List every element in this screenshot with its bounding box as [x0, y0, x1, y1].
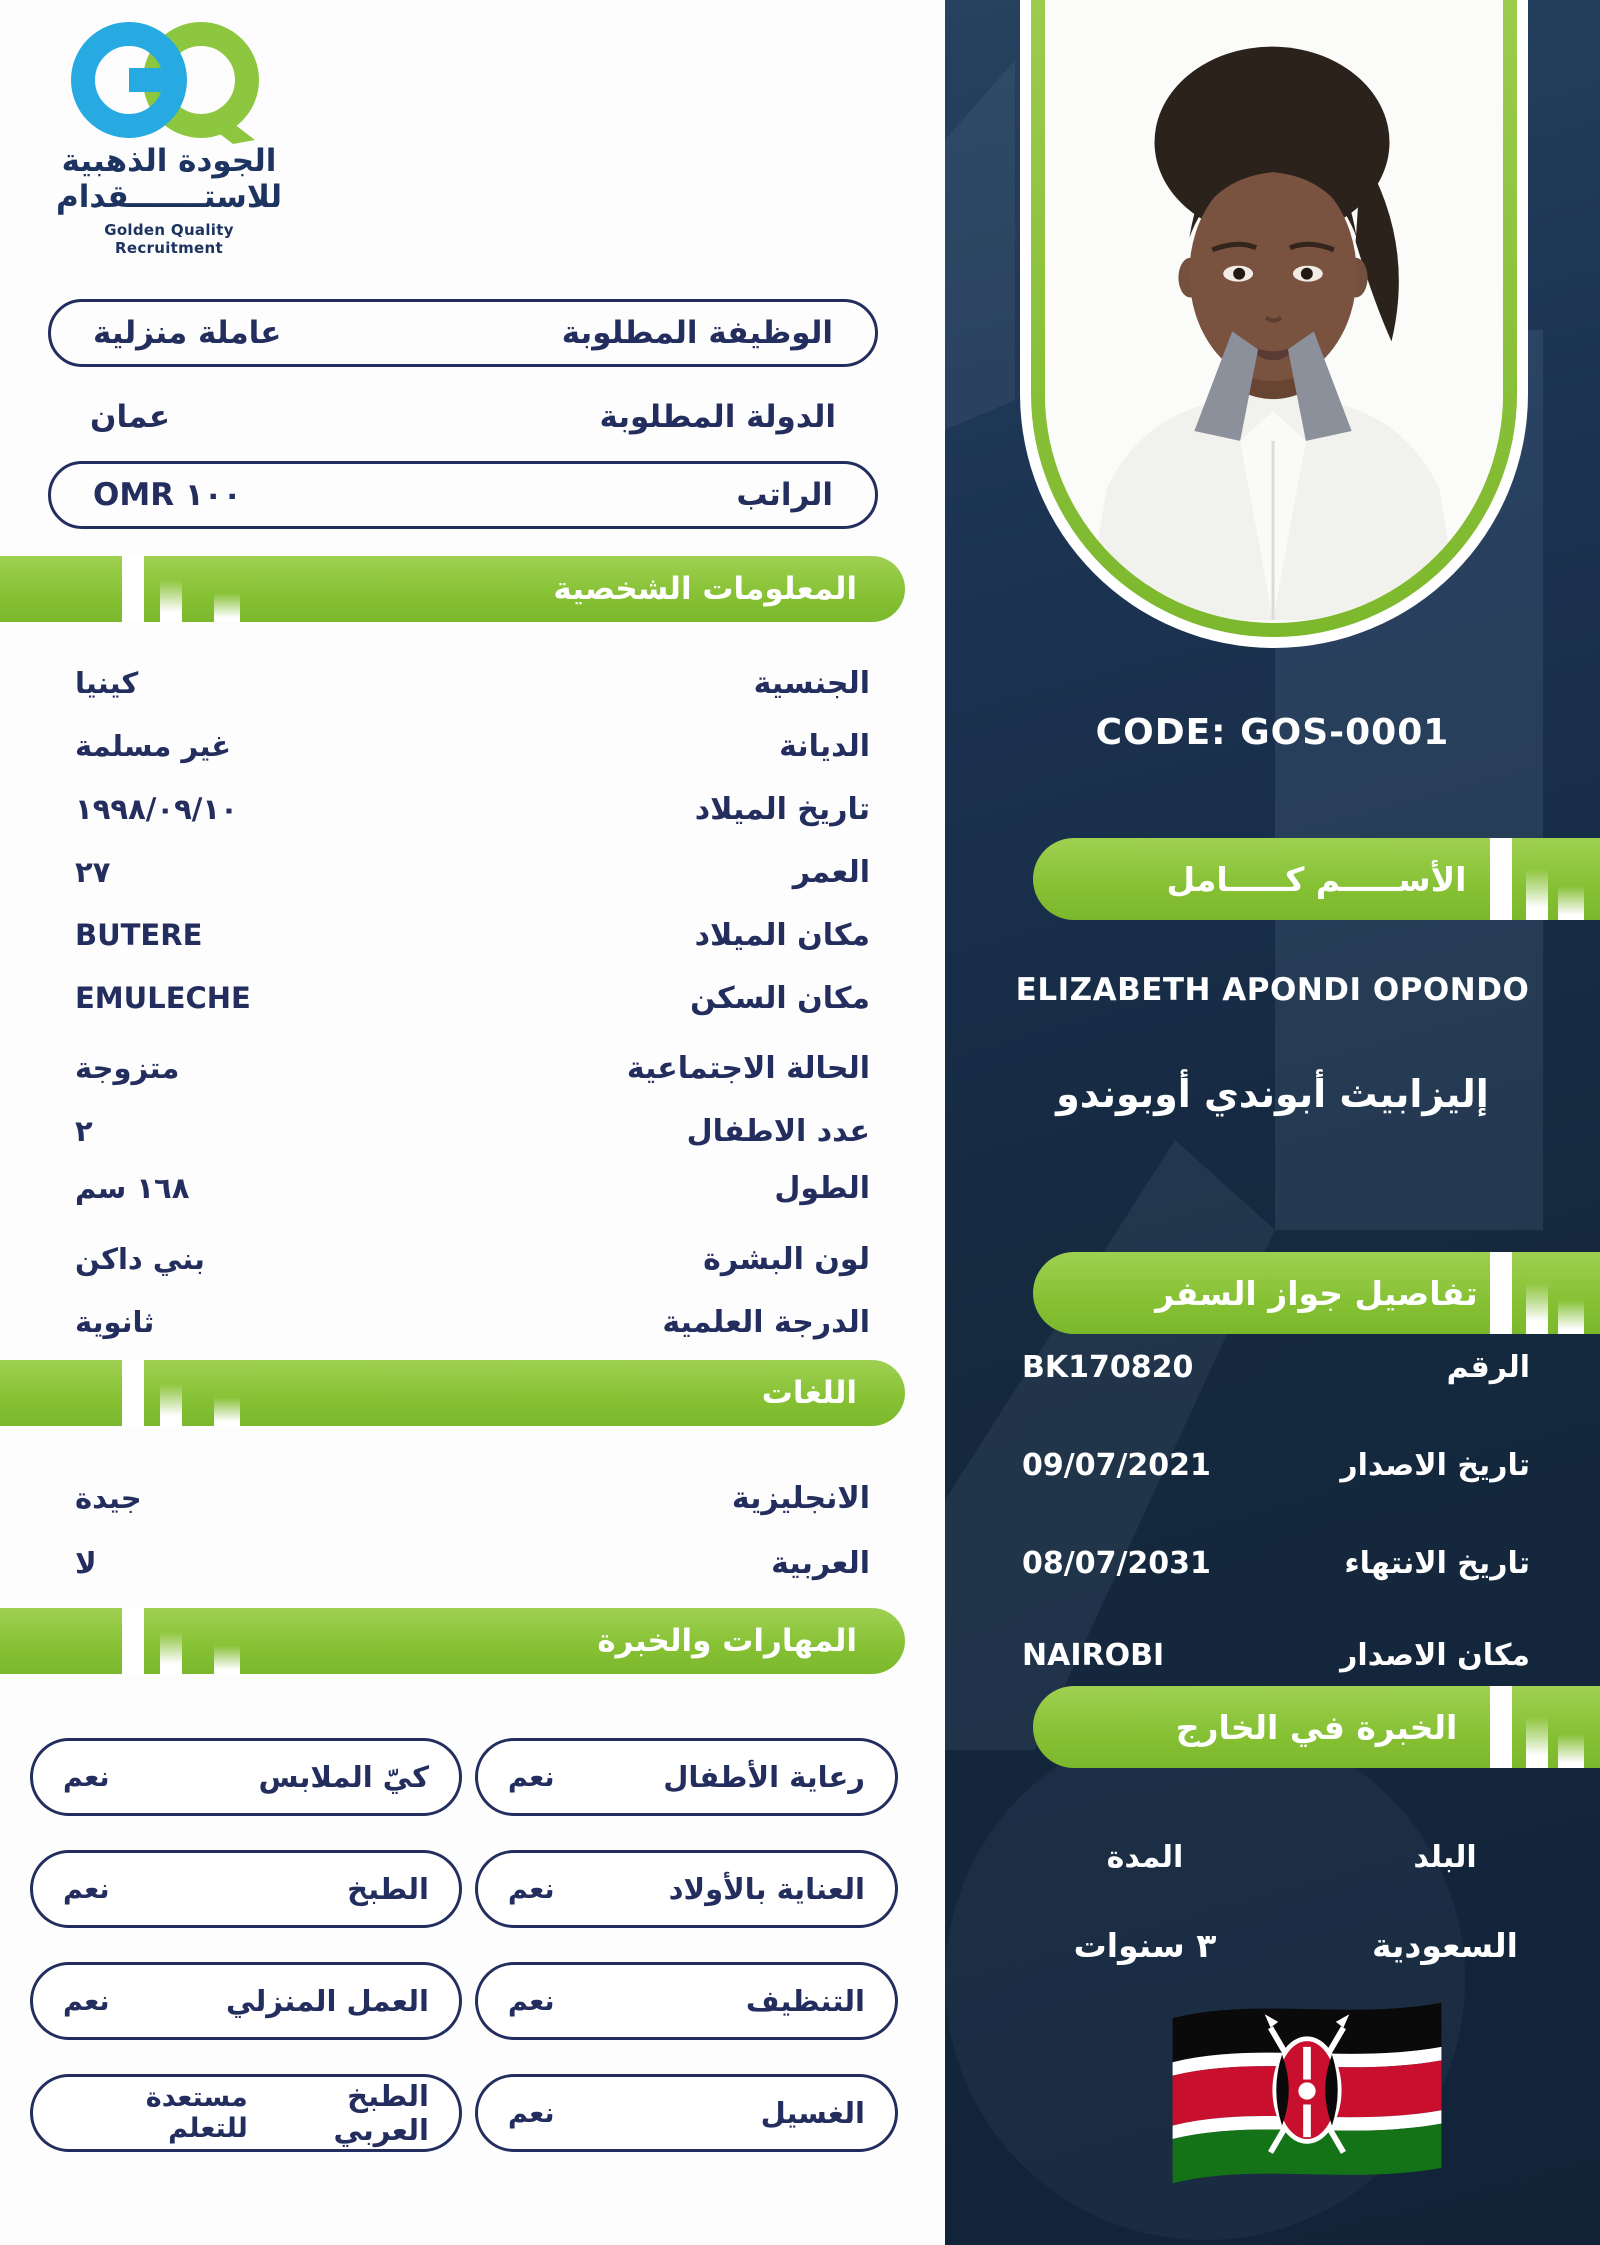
skill-label: الطبخ العربي	[333, 2079, 429, 2147]
gq-logo-icon	[63, 16, 275, 144]
field-value: NAIROBI	[1022, 1637, 1165, 1673]
field-label: الرقم	[1446, 1349, 1530, 1385]
skill-value: نعم	[63, 1761, 110, 1793]
skill-pill	[475, 1962, 898, 2040]
passport-row	[1022, 1633, 1530, 1677]
skill-pill	[30, 1962, 462, 2040]
skill-pill	[30, 1850, 462, 1928]
field-value: ١٦٨ سم	[75, 1171, 190, 1205]
applicant-name-en: ELIZABETH APONDI OPONDO	[1015, 972, 1530, 1008]
section-bar-skills	[0, 1608, 905, 1674]
skill-pill	[475, 1850, 898, 1928]
skill-value: نعم	[63, 1873, 110, 1905]
field-label: تاريخ الميلاد	[694, 791, 870, 827]
section-title: المعلومات الشخصية	[553, 571, 857, 607]
field-label: العمر	[792, 854, 870, 890]
field-label: تاريخ الانتهاء	[1344, 1545, 1530, 1581]
field-label: تاريخ الاصدار	[1340, 1447, 1530, 1483]
section-title: اللغات	[761, 1375, 857, 1411]
skill-value: نعم	[508, 1873, 555, 1905]
section-bar-full-name	[1033, 838, 1600, 920]
field-value: EMULECHE	[75, 981, 251, 1015]
request-row	[48, 299, 878, 367]
field-value: عمان	[90, 399, 171, 435]
applicant-photo	[1045, 0, 1503, 623]
passport-row	[1022, 1541, 1530, 1585]
skill-value: مستعدة للتعلم	[145, 2082, 248, 2144]
experience-duration-value: ٣ سنوات	[1073, 1926, 1217, 1965]
field-row	[75, 977, 870, 1019]
skill-label: العمل المنزلي	[226, 1984, 429, 2018]
skill-label: التنظيف	[745, 1984, 865, 2018]
skill-pill	[30, 2074, 462, 2152]
field-value: ثانوية	[75, 1305, 155, 1339]
field-row	[75, 1047, 870, 1089]
field-row	[75, 1542, 870, 1584]
field-value: غير مسلمة	[75, 729, 232, 763]
passport-row	[1022, 1443, 1530, 1487]
experience-duration-header: المدة	[1106, 1840, 1184, 1875]
field-row	[75, 1477, 870, 1519]
skill-label: رعاية الأطفال	[663, 1760, 865, 1794]
field-label: الراتب	[736, 477, 833, 513]
field-row	[75, 1301, 870, 1343]
field-value: ٢٧	[75, 855, 111, 889]
field-label: مكان الاصدار	[1340, 1637, 1530, 1673]
skill-value: نعم	[508, 1761, 555, 1793]
field-label: عدد الاطفال	[686, 1113, 870, 1149]
skill-label: الطبخ	[347, 1872, 429, 1906]
field-label: الطول	[774, 1170, 870, 1206]
section-bar-languages	[0, 1360, 905, 1426]
right-panel	[945, 0, 1600, 2245]
section-bar-experience	[1033, 1686, 1600, 1768]
experience-country-value: السعودية	[1372, 1926, 1518, 1965]
field-row	[75, 914, 870, 956]
applicant-portrait-illustration	[1045, 0, 1503, 623]
field-label: الحالة الاجتماعية	[626, 1050, 870, 1086]
field-value: 09/07/2021	[1022, 1447, 1211, 1483]
kenya-flag-icon	[1163, 1988, 1451, 2196]
field-value: بني داكن	[75, 1242, 205, 1276]
request-row	[48, 461, 878, 529]
field-row	[75, 1110, 870, 1152]
skill-value: نعم	[63, 1985, 110, 2017]
section-title: الأســـــم كـــــامل	[1166, 859, 1467, 899]
field-value: ٢	[75, 1114, 93, 1148]
field-value: جيدة	[75, 1481, 142, 1515]
field-row	[75, 851, 870, 893]
section-title: الخبرة في الخارج	[1175, 1707, 1458, 1747]
field-value: BUTERE	[75, 918, 203, 952]
section-bar-personal-info	[0, 556, 905, 622]
field-value: BK170820	[1022, 1349, 1194, 1385]
field-row	[75, 788, 870, 830]
photo-frame-green-ring	[1031, 0, 1517, 637]
field-value: OMR ١٠٠	[93, 477, 242, 513]
section-title: المهارات والخبرة	[597, 1623, 857, 1659]
request-row	[48, 383, 878, 451]
section-title: تفاصيل جواز السفر	[1155, 1273, 1478, 1313]
field-label: الوظيفة المطلوبة	[561, 315, 833, 351]
field-value: عاملة منزلية	[93, 315, 282, 351]
skill-value: نعم	[508, 2097, 555, 2129]
photo-frame	[1020, 0, 1528, 648]
field-label: لون البشرة	[703, 1241, 870, 1277]
field-row	[75, 725, 870, 767]
skill-label: الغسيل	[760, 2096, 865, 2130]
field-label: الانجليزية	[731, 1480, 870, 1516]
skill-pill	[475, 2074, 898, 2152]
brand-name-ar-line2: للاستـــــــقدام	[55, 178, 283, 215]
field-value: لا	[75, 1546, 97, 1580]
field-label: مكان الميلاد	[694, 917, 870, 953]
field-label: الدرجة العلمية	[662, 1304, 870, 1340]
field-label: العربية	[771, 1545, 870, 1581]
experience-country-header: البلد	[1413, 1840, 1477, 1875]
field-label: الديانة	[779, 728, 870, 764]
field-label: الدولة المطلوبة	[599, 399, 836, 435]
skill-label: العناية بالأولاد	[668, 1872, 865, 1906]
skill-pill	[30, 1738, 462, 1816]
field-value: متزوجة	[75, 1051, 180, 1085]
field-row	[75, 662, 870, 704]
field-row	[75, 1238, 870, 1280]
skill-pill	[475, 1738, 898, 1816]
applicant-code: CODE: GOS-0001	[1095, 712, 1450, 753]
applicant-name-ar: إليزابيث أبوندي أوبوندو	[1056, 1072, 1489, 1116]
brand-name-en: Golden Quality Recruitment	[104, 221, 234, 258]
brand-name-ar-line1: الجودة الذهبية	[61, 143, 277, 179]
section-bar-passport	[1033, 1252, 1600, 1334]
field-value: 08/07/2031	[1022, 1545, 1211, 1581]
brand-logo	[50, 16, 288, 257]
field-value: كينيا	[75, 666, 139, 700]
field-label: مكان السكن	[690, 980, 870, 1016]
field-value: ١٩٩٨/٠٩/١٠	[75, 792, 238, 826]
skill-value: نعم	[508, 1985, 555, 2017]
field-row	[75, 1167, 870, 1209]
field-label: الجنسية	[753, 665, 870, 701]
passport-row	[1022, 1345, 1530, 1389]
skill-label: كيّ الملابس	[258, 1760, 429, 1794]
